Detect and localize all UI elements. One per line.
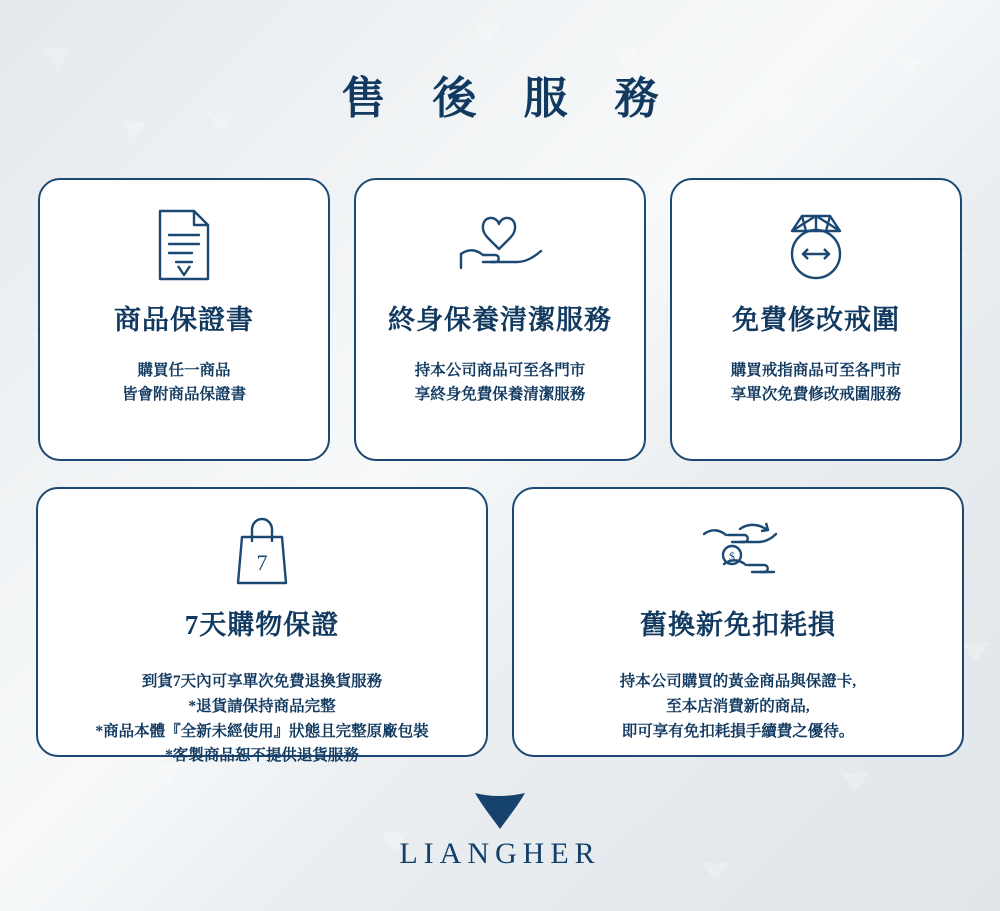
service-card-seven-day-guarantee <box>36 487 488 765</box>
card-title: 舊換新免扣耗損 <box>640 610 836 640</box>
ring-resize-icon <box>784 206 848 284</box>
card-description <box>122 359 246 407</box>
svg-text:7: 7 <box>256 550 268 575</box>
certificate-document-icon <box>154 206 214 284</box>
service-cards-bottom-row <box>0 487 1000 765</box>
card-desc-line: 即可享有免扣耗損手續費之優待。 <box>621 722 855 740</box>
card-description <box>731 359 902 407</box>
card-desc-line: 至本店消費新的商品, <box>666 697 810 715</box>
card-description <box>415 359 586 407</box>
card-desc-line: 購買任一商品 <box>137 362 231 379</box>
card-title: 免費修改戒圍 <box>732 305 900 335</box>
trade-in-hands-icon <box>696 515 780 587</box>
footer <box>0 791 1000 871</box>
card-desc-line: 購買戒指商品可至各門市 <box>730 362 902 379</box>
card-title: 7天購物保證 <box>184 610 340 640</box>
card-desc-line: *商品本體『全新未經使用』狀態且完整原廠包裝 <box>95 722 429 740</box>
card-description <box>95 670 428 769</box>
card-desc-line: 享單次免費修改戒圍服務 <box>730 386 902 404</box>
card-desc-line: 皆會附商品保證書 <box>121 386 246 404</box>
service-card-warranty <box>38 178 330 461</box>
service-cards-top-row <box>0 178 1000 461</box>
svg-text:$: $ <box>729 549 735 563</box>
service-card-lifetime-cleaning <box>354 178 646 461</box>
liangher-mark-icon <box>473 791 527 831</box>
shopping-bag-7-icon <box>231 515 293 587</box>
hand-heart-icon <box>455 206 545 284</box>
card-title: 商品保證書 <box>114 305 254 335</box>
page-title: 售 後 服 務 <box>341 74 677 123</box>
card-desc-line: 享終身免費保養清潔服務 <box>414 386 586 404</box>
card-desc-line: *退貨請保持商品完整 <box>188 697 336 715</box>
card-description <box>620 670 856 744</box>
service-card-trade-in <box>512 487 964 757</box>
service-card-ring-resize <box>670 178 962 461</box>
card-desc-line: 持本公司商品可至各門市 <box>414 362 586 379</box>
card-desc-line: *客製商品恕不提供退貨服務 <box>165 747 359 765</box>
card-desc-line: 持本公司購買的黃金商品與保證卡, <box>619 673 857 690</box>
card-desc-line: 到貨7天內可享單次免費退換貨服務 <box>141 673 383 690</box>
brand-name: LIANGHER <box>399 837 601 870</box>
card-title: 終身保養清潔服務 <box>388 305 612 335</box>
